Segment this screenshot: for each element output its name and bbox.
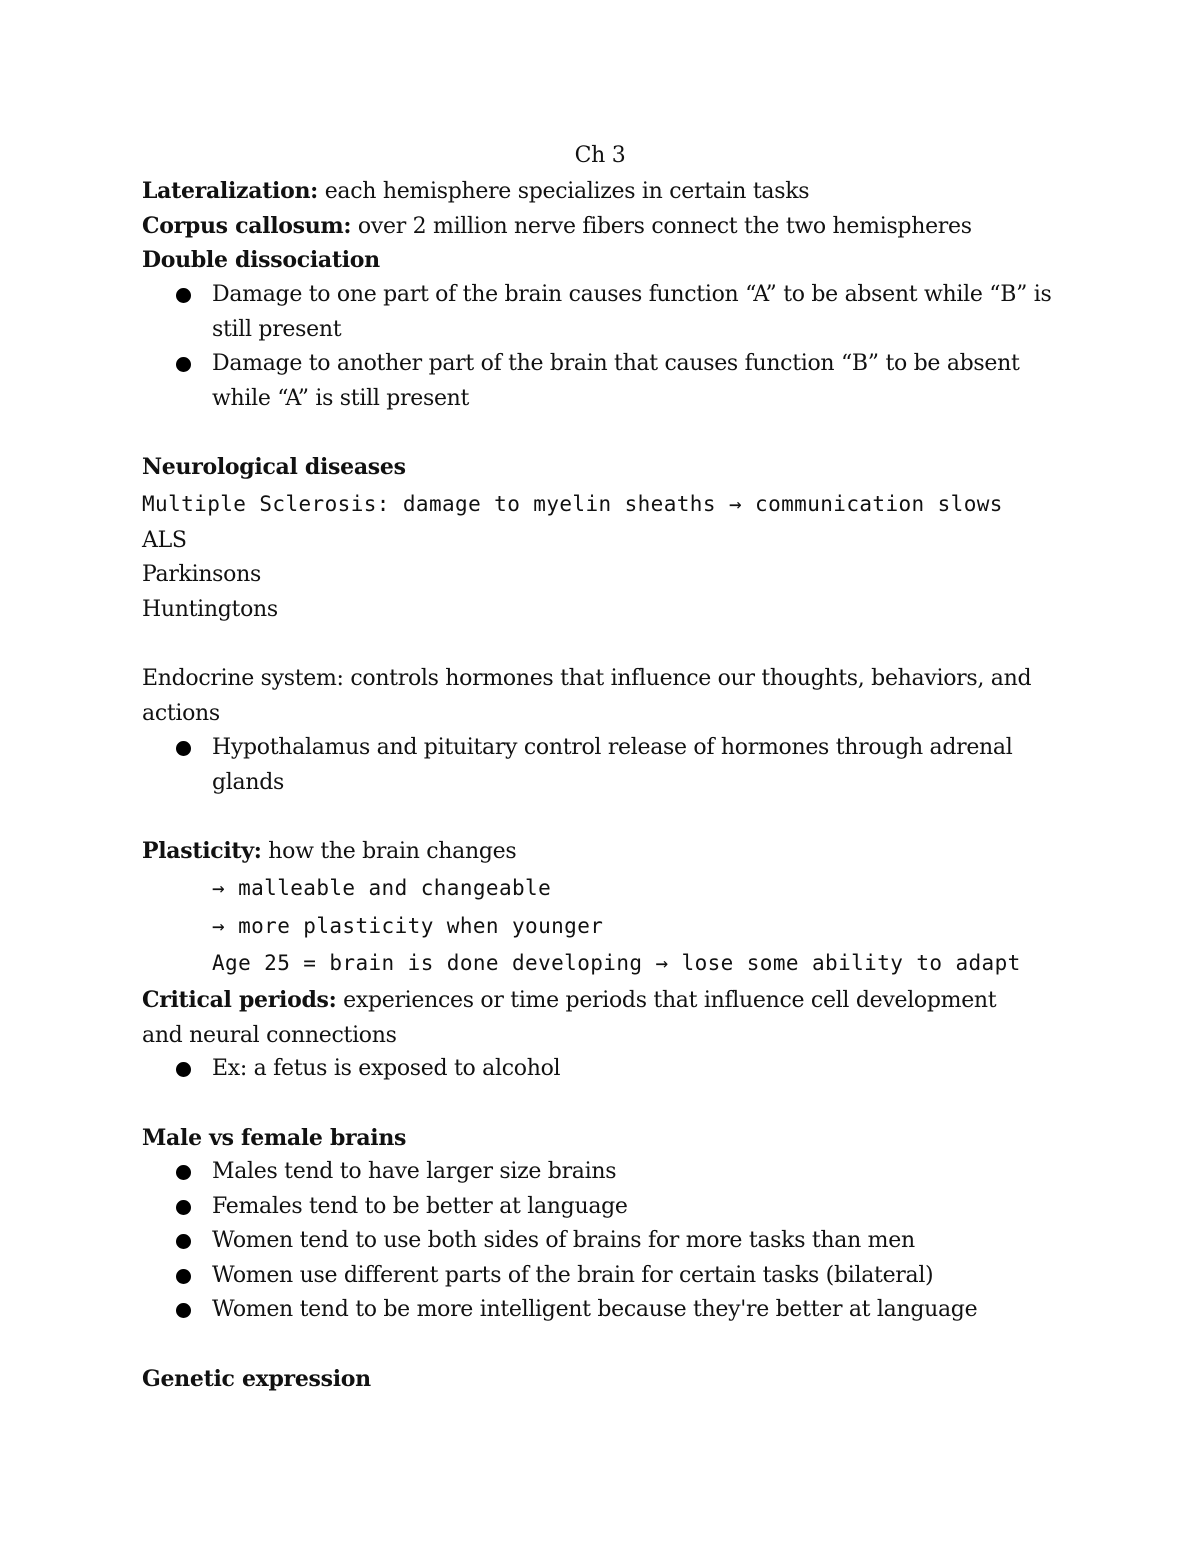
bullet-icon: [176, 741, 191, 756]
neurological-heading: Neurological diseases: [142, 454, 406, 480]
endocrine-definition: Endocrine system: controls hormones that influence our thoughts, behaviors, and actions: [142, 666, 1032, 726]
lateralization-term: Lateralization:: [142, 178, 319, 204]
critical-periods-line: [142, 983, 1042, 1053]
bullet-icon: [176, 1200, 191, 1215]
list-item-text: Women tend to use both sides of brains for more tasks than men: [212, 1228, 915, 1253]
plasticity-definition: how the brain changes: [261, 839, 517, 864]
critical-periods-definition: experiences or time periods that influence cell development and neural connections: [142, 988, 997, 1048]
list-item-text: Damage to one part of the brain causes function “A” to be absent while “B” is still present: [212, 282, 1052, 342]
list-item-text: Women tend to be more intelligent because they're better at language: [212, 1297, 978, 1322]
bullet-icon: [176, 1234, 191, 1249]
lateralization-definition: each hemisphere specializes in certain tasks: [318, 179, 810, 204]
double-dissociation-heading: Double dissociation: [142, 247, 380, 273]
corpus-callosum-term: Corpus callosum:: [142, 213, 352, 239]
list-item-text: Hypothalamus and pituitary control release of hormones through adrenal glands: [212, 735, 1013, 795]
plasticity-note: → malleable and changeable: [212, 876, 552, 900]
page-title: Ch 3: [574, 143, 626, 168]
disease-item: Huntingtons: [142, 597, 278, 622]
bullet-icon: [176, 1269, 191, 1284]
bullet-icon: [176, 1303, 191, 1318]
corpus-callosum-definition: over 2 million nerve fibers connect the two hemispheres: [351, 214, 972, 239]
multiple-sclerosis-note: Multiple Sclerosis: damage to myelin sheaths → communication slows: [142, 492, 1003, 516]
plasticity-note: Age 25 = brain is done developing → lose some ability to adapt: [212, 951, 1021, 975]
bullet-icon: [176, 1062, 191, 1077]
plasticity-line: [142, 834, 516, 869]
list-item-text: Females tend to be better at language: [212, 1194, 628, 1219]
bullet-icon: [176, 1165, 191, 1180]
bullet-icon: [176, 357, 191, 372]
male-female-heading: Male vs female brains: [142, 1125, 407, 1151]
corpus-callosum-line: [142, 209, 972, 244]
list-item-text: Damage to another part of the brain that causes function “B” to be absent while “A” is still present: [212, 351, 1020, 411]
list-item-text: Males tend to have larger size brains: [212, 1159, 617, 1184]
disease-item: ALS: [142, 528, 187, 553]
disease-item: Parkinsons: [142, 562, 261, 587]
critical-periods-term: Critical periods:: [142, 987, 337, 1013]
genetic-heading: Genetic expression: [142, 1366, 371, 1392]
plasticity-term: Plasticity:: [142, 838, 262, 864]
list-item-text: Ex: a fetus is exposed to alcohol: [212, 1056, 561, 1081]
plasticity-note: → more plasticity when younger: [212, 914, 604, 938]
bullet-icon: [176, 288, 191, 303]
list-item-text: Women use different parts of the brain for certain tasks (bilateral): [212, 1263, 934, 1288]
lateralization-line: [142, 174, 809, 209]
